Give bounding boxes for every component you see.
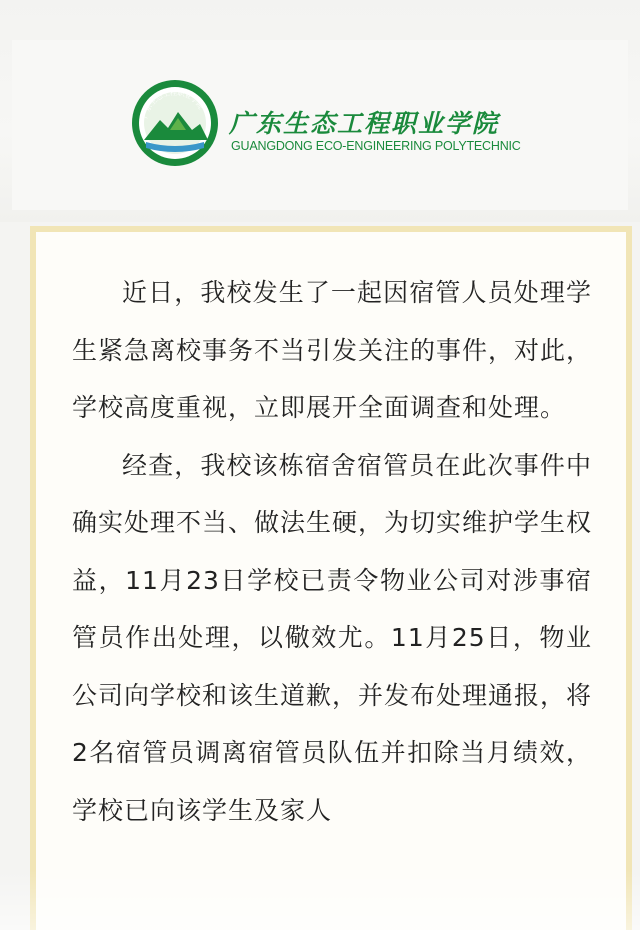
paragraph: 经查，我校该栋宿舍宿管员在此次事件中确实处理不当、做法生硬，为切实维护学生权益，11月23日学校已责令物业公司对涉事宿管员作出处理，以儆效尤。11月25日，物业公司向学校和该生道歉，并发布处理通报，将2名宿管员调离宿管员队伍并扣除当月绩效，学校已向该学生及家人 [72,450,593,825]
school-name-en: GUANGDONG ECO-ENGINEERING POLYTECHNIC [231,139,521,153]
school-name-cn: 广东生态工程职业学院 [229,109,500,138]
notice-body [72,264,592,839]
svg-text:广东生态工程职业学院: 广东生态工程职业学院 [141,88,205,120]
school-emblem-icon [130,78,220,168]
paragraph: 近日，我校发生了一起因宿管人员处理学生紧急离校事务不当引发关注的事件，对此，学校高度重视，立即展开全面调查和处理。 [72,278,593,422]
letterhead [0,0,640,222]
